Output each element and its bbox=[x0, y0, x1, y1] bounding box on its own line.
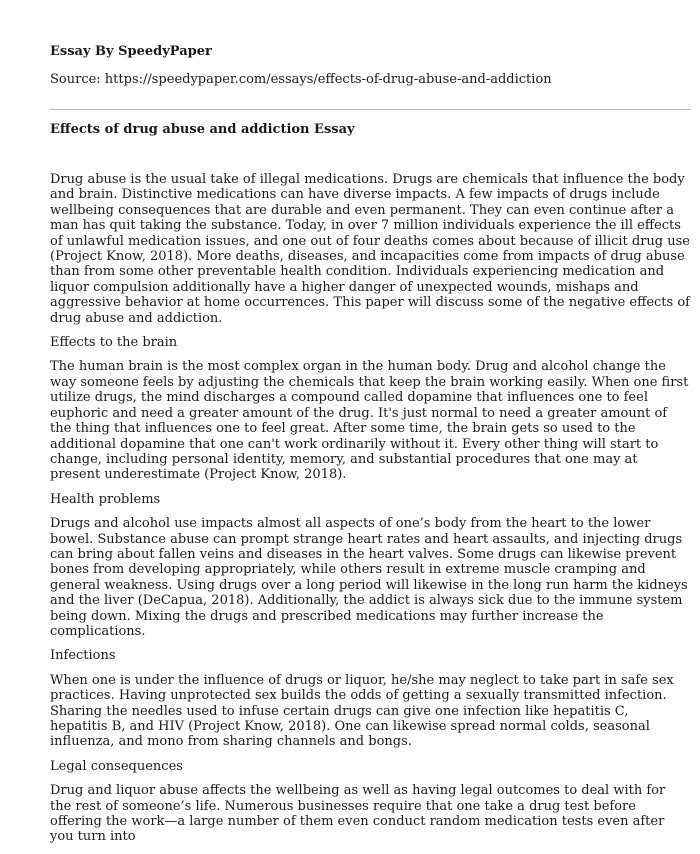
intro-paragraph: Drug abuse is the usual take of illegal medications. Drugs are chemicals that influence the body and brain. Distinctive medications can have diverse impacts. A few impacts of drugs include wellbeing consequences that are durable and even permanent. They can even continue after a man has quit taking the substance. Today, in over 7 million individuals experience the ill effects of unlawful medication issues, and one out of four deaths comes about because of illicit drug use (Project Know, 2018). More deaths, diseases, and incapacities come from impacts of drug abuse than from some other preventable health condition. Individuals experiencing medication and liquor compulsion additionally have a higher danger of unexpected wounds, mishaps and aggressive behavior at home occurrences. This paper will discuss some of the negative effects of drug abuse and addiction. bbox=[50, 172, 690, 326]
section-body-health: Drugs and alcohol use impacts almost all aspects of one’s body from the heart to the lower bowel. Substance abuse can prompt strange heart rates and heart assaults, and injecting drugs can bring about fallen veins and diseases in the heart valves. Some drugs can likewise prevent bones from developing appropriately, while others result in extreme muscle cramping and general weakness. Using drugs over a long period will likewise in the long run harm the kidneys and the liver (DeCapua, 2018). Additionally, the addict is always sick due to the immune system being down. Mixing the drugs and prescribed medications may further increase the complications. bbox=[50, 516, 688, 639]
section-body-infections: When one is under the influence of drugs or liquor, he/she may neglect to take part in safe sex practices. Having unprotected sex builds the odds of getting a sexually transmitted infection. Sharing the needles used to infuse certain drugs can give one infection like hepatitis C, hepatitis B, and HIV (Project Know, 2018). One can likewise spread normal colds, seasonal influenza, and mono from sharing channels and bongs. bbox=[50, 672, 674, 750]
section-heading-infections: Infections bbox=[50, 648, 116, 664]
source-line: Source: https://speedypaper.com/essays/effects-of-drug-abuse-and-addiction bbox=[50, 72, 552, 87]
essay-body bbox=[50, 172, 690, 854]
section-body-brain: The human brain is the most complex organ in the human body. Drug and alcohol change the way someone feels by adjusting the chemicals that keep the brain working easily. When one first utilize drugs, the mind discharges a compound called dopamine that influences one to feel euphoric and need a greater amount of the drug. It's just normal to need a greater amount of the thing that influences one to feel great. After some time, the brain gets so used to the additional dopamine that one can't work ordinarily without it. Every other thing will start to change, including personal identity, memory, and substantial procedures that one may at present underestimate (Project Know, 2018). bbox=[50, 359, 689, 483]
section-heading-legal: Legal consequences bbox=[50, 758, 183, 774]
site-title: Essay By SpeedyPaper bbox=[50, 44, 212, 59]
section-heading-health: Health problems bbox=[50, 491, 161, 507]
essay-title: Effects of drug abuse and addiction Essay bbox=[50, 122, 355, 137]
section-body-legal: Drug and liquor abuse affects the wellbeing as well as having legal outcomes to deal with for the rest of someone’s life. Numerous businesses require that one take a drug test before offering the work—a large number of them even conduct random medication tests even after you turn into bbox=[50, 783, 666, 845]
divider bbox=[50, 109, 691, 110]
section-heading-brain: Effects to the brain bbox=[50, 335, 178, 351]
